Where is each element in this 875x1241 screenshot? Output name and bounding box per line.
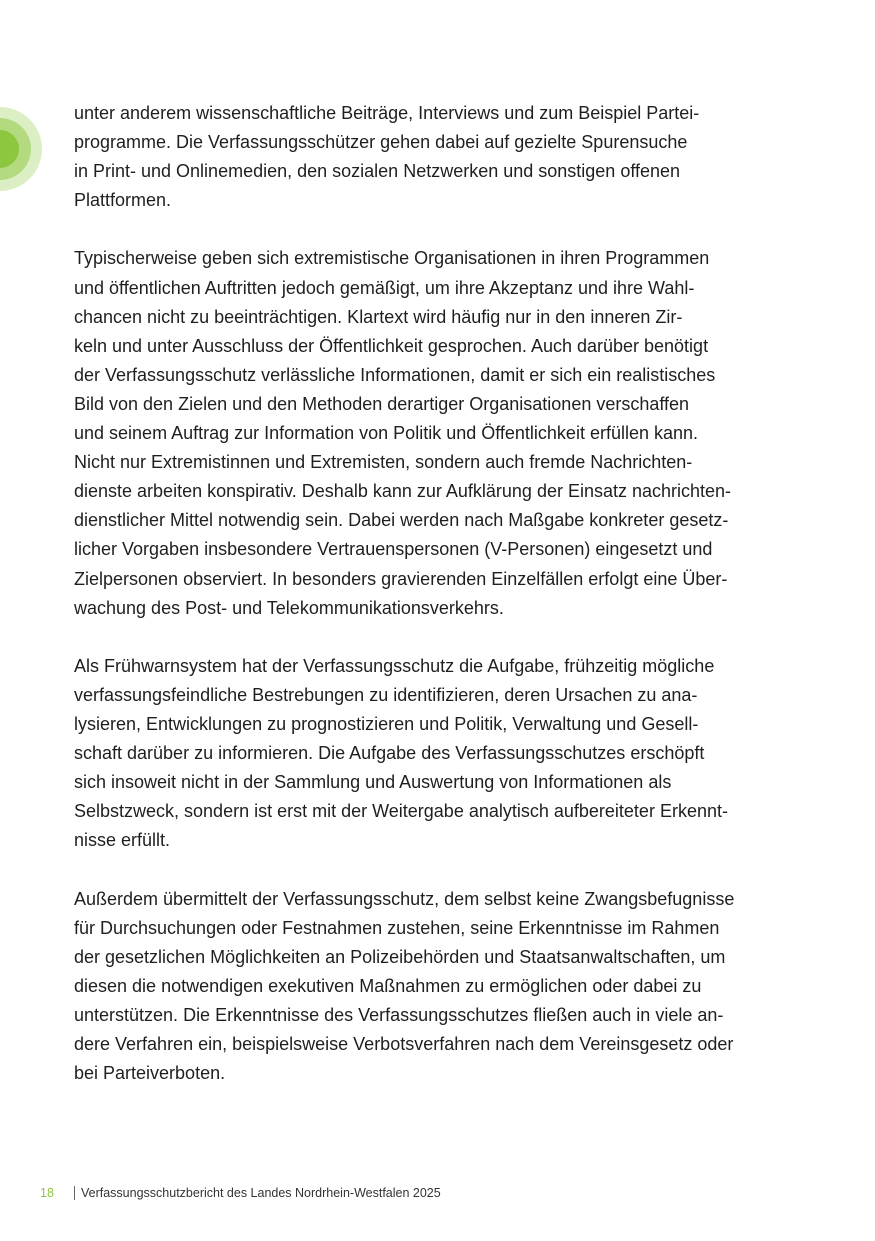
text-line: sich insoweit nicht in der Sammlung und Auswertung von Informationen als xyxy=(74,772,672,793)
paragraph xyxy=(74,885,804,1089)
footer-title: Verfassungsschutzbericht des Landes Nordrhein-Westfalen 2025 xyxy=(81,1186,441,1200)
text-line: nisse erfüllt. xyxy=(74,830,171,851)
text-line: Außerdem übermittelt der Verfassungsschutz, dem selbst keine Zwangsbefugnisse xyxy=(74,888,735,909)
text-line: Selbstzweck, sondern ist erst mit der Weitergabe analytisch aufbereiteter Erkennt- xyxy=(74,801,728,822)
green-circle-marker-icon xyxy=(0,104,45,194)
text-line: und seinem Auftrag zur Information von Politik und Öffentlichkeit erfüllen kann. xyxy=(74,423,699,444)
text-line: wachung des Post- und Telekommunikationsverkehrs. xyxy=(74,597,504,618)
text-line: unter anderem wissenschaftliche Beiträge, Interviews und zum Beispiel Partei- xyxy=(74,103,700,123)
text-line: und öffentlichen Auftritten jedoch gemäßigt, um ihre Akzeptanz und ihre Wahl- xyxy=(74,277,695,298)
body-text xyxy=(74,99,804,1117)
text-line: dienste arbeiten konspirativ. Deshalb kann zur Aufklärung der Einsatz nachrichten- xyxy=(74,481,732,502)
paragraph xyxy=(74,652,804,856)
text-line: diesen die notwendigen exekutiven Maßnahmen zu ermöglichen oder dabei zu xyxy=(74,975,702,996)
text-line: verfassungsfeindliche Bestrebungen zu identifizieren, deren Ursachen zu ana- xyxy=(74,684,698,705)
page-footer xyxy=(40,1184,441,1202)
text-line: unterstützen. Die Erkenntnisse des Verfassungsschutzes fließen auch in viele an- xyxy=(74,1004,724,1025)
footer-divider xyxy=(74,1186,75,1200)
text-line: lysieren, Entwicklungen zu prognostizieren und Politik, Verwaltung und Gesell- xyxy=(74,713,699,734)
text-line: für Durchsuchungen oder Festnahmen zustehen, seine Erkenntnisse im Rahmen xyxy=(74,917,720,938)
text-line: Nicht nur Extremistinnen und Extremisten, sondern auch fremde Nachrichten- xyxy=(74,452,693,473)
text-line: der gesetzlichen Möglichkeiten an Polizeibehörden und Staatsanwaltschaften, um xyxy=(74,946,726,967)
text-line: chancen nicht zu beeinträchtigen. Klartext wird häufig nur in den inneren Zir- xyxy=(74,306,683,327)
text-line: dere Verfahren ein, beispielsweise Verbotsverfahren nach dem Vereinsgesetz oder xyxy=(74,1034,734,1054)
paragraph xyxy=(74,244,804,622)
text-line: in Print- und Onlinemedien, den sozialen Netzwerken und sonstigen offenen xyxy=(74,161,681,182)
text-line: Zielpersonen observiert. In besonders gravierenden Einzelfällen erfolgt eine Über- xyxy=(74,568,728,589)
text-line: bei Parteiverboten. xyxy=(74,1063,226,1084)
text-line: keln und unter Ausschluss der Öffentlichkeit gesprochen. Auch darüber benötigt xyxy=(74,335,709,356)
text-line: dienstlicher Mittel notwendig sein. Dabei werden nach Maßgabe konkreter gesetz- xyxy=(74,510,729,531)
text-line: licher Vorgaben insbesondere Vertrauenspersonen (V-Personen) eingesetzt und xyxy=(74,539,713,560)
text-line: schaft darüber zu informieren. Die Aufgabe des Verfassungsschutzes erschöpft xyxy=(74,743,705,764)
page-number: 18 xyxy=(40,1186,54,1200)
text-line: Bild von den Zielen und den Methoden derartiger Organisationen verschaffen xyxy=(74,393,690,414)
text-line: Plattformen. xyxy=(74,190,172,211)
text-line: Als Frühwarnsystem hat der Verfassungsschutz die Aufgabe, frühzeitig mögliche xyxy=(74,655,715,676)
text-line: der Verfassungsschutz verlässliche Informationen, damit er sich ein realistisches xyxy=(74,364,716,385)
text-line: Typischerweise geben sich extremistische Organisationen in ihren Programmen xyxy=(74,248,710,269)
text-line: programme. Die Verfassungsschützer gehen dabei auf gezielte Spurensuche xyxy=(74,132,688,153)
paragraph xyxy=(74,99,804,215)
